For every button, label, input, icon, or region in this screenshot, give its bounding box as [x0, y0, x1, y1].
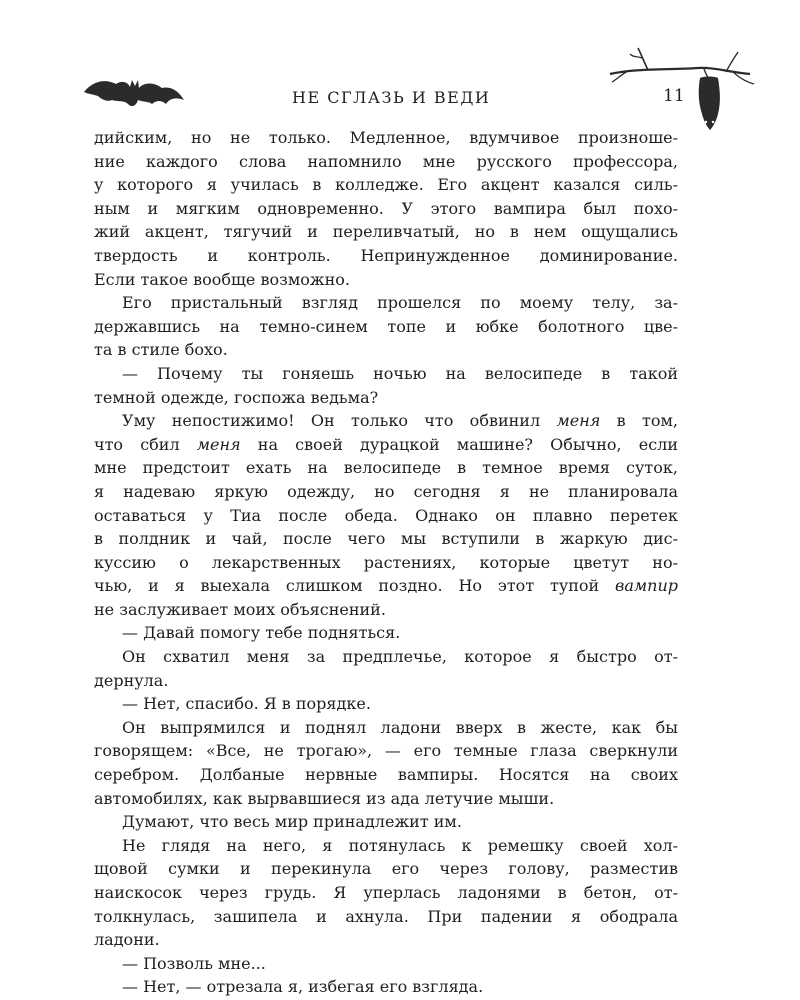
- text-line: говорящем: «Все, не трогаю», — его темные глаза сверкнули: [94, 741, 678, 761]
- text-line: оставаться у Тиа после обеда. Однако он плавно перетек: [94, 505, 678, 525]
- text-line: [94, 409, 678, 433]
- page-number: 11: [663, 86, 685, 106]
- page-header: [0, 0, 800, 130]
- text-line: у которого я училась в колледже. Его акцент казался силь-: [94, 175, 678, 195]
- text-line: не заслуживает моих объяснений.: [94, 599, 386, 619]
- text-line: [94, 433, 678, 457]
- emphasis: вампир: [615, 576, 678, 596]
- text-line: — Почему ты гоняешь ночью на велосипеде в такой: [122, 363, 678, 383]
- text-line: [94, 574, 678, 598]
- hanging-bat-on-branch-icon: [608, 38, 758, 138]
- text-line: Не глядя на него, я потянулась к ремешку своей хол-: [122, 835, 678, 855]
- text-line: державшись на темно-синем топе и юбке болотного цве-: [94, 316, 678, 336]
- text-line: наискосок через грудь. Я уперлась ладонями в бетон, от-: [94, 883, 678, 902]
- text-line: темной одежде, госпожа ведьма?: [94, 387, 379, 407]
- text-line: Он схватил меня за предплечье, которое я быстро от-: [122, 647, 678, 667]
- text-line: автомобилях, как вырвавшиеся из ада летучие мыши.: [94, 788, 555, 808]
- text-line: — Давай помогу тебе подняться.: [122, 623, 401, 643]
- text-fragment: чью, и я выехала слишком поздно. Но этот тупой: [94, 576, 616, 596]
- text-line: дернула.: [94, 670, 169, 690]
- text-line: та в стиле бохо.: [94, 340, 228, 360]
- text-line: Думают, что весь мир принадлежит им.: [122, 812, 462, 832]
- text-line: толкнулась, зашипела и ахнула. При падении я ободрала: [94, 906, 678, 926]
- text-fragment: на своей дурацкой машине? Обычно, если: [240, 434, 678, 454]
- text-line: дийским, но не только. Медленное, вдумчивое произноше-: [94, 128, 678, 147]
- text-line: мне предстоит ехать на велосипеде в темное время суток,: [94, 458, 678, 478]
- text-line: твердость и контроль. Непринужденное доминирование.: [94, 245, 678, 265]
- text-line: Он выпрямился и поднял ладони вверх в жесте, как бы: [122, 717, 678, 737]
- text-fragment: что сбил: [94, 434, 197, 454]
- text-line: ным и мягким одновременно. У этого вампира был похо-: [94, 198, 678, 218]
- body-text: [94, 126, 678, 999]
- text-line: — Нет, спасибо. Я в порядке.: [122, 694, 371, 714]
- text-line: я надеваю яркую одежду, но сегодня я не планировала: [94, 481, 678, 501]
- text-line: — Нет, — отрезала я, избегая его взгляда.: [122, 977, 484, 997]
- text-line: — Позволь мне...: [122, 953, 266, 973]
- flying-bat-icon: [82, 70, 186, 112]
- text-line: Его пристальный взгляд прошелся по моему телу, за-: [122, 293, 678, 313]
- text-line: Если такое вообще возможно.: [94, 269, 351, 289]
- text-line: жий акцент, тягучий и переливчатый, но в нем ощущались: [94, 222, 678, 242]
- text-line: ладони.: [94, 930, 160, 950]
- text-line: щовой сумки и перекинула его через голову, разместив: [94, 859, 678, 879]
- text-line: серебром. Долбаные нервные вампиры. Носятся на своих: [94, 765, 678, 785]
- emphasis: меня: [196, 434, 241, 454]
- emphasis: меня: [556, 411, 601, 431]
- text-fragment: Уму непостижимо! Он только что обвинил: [122, 411, 557, 431]
- text-line: ние каждого слова напомнило мне русского профессора,: [94, 151, 678, 171]
- text-line: куссию о лекарственных растениях, которые цветут но-: [94, 552, 678, 572]
- running-title: НЕ СГЛАЗЬ И ВЕДИ: [292, 88, 491, 107]
- text-line: в полдник и чай, после чего мы вступили в жаркую дис-: [94, 529, 678, 549]
- text-fragment: в том,: [600, 411, 679, 431]
